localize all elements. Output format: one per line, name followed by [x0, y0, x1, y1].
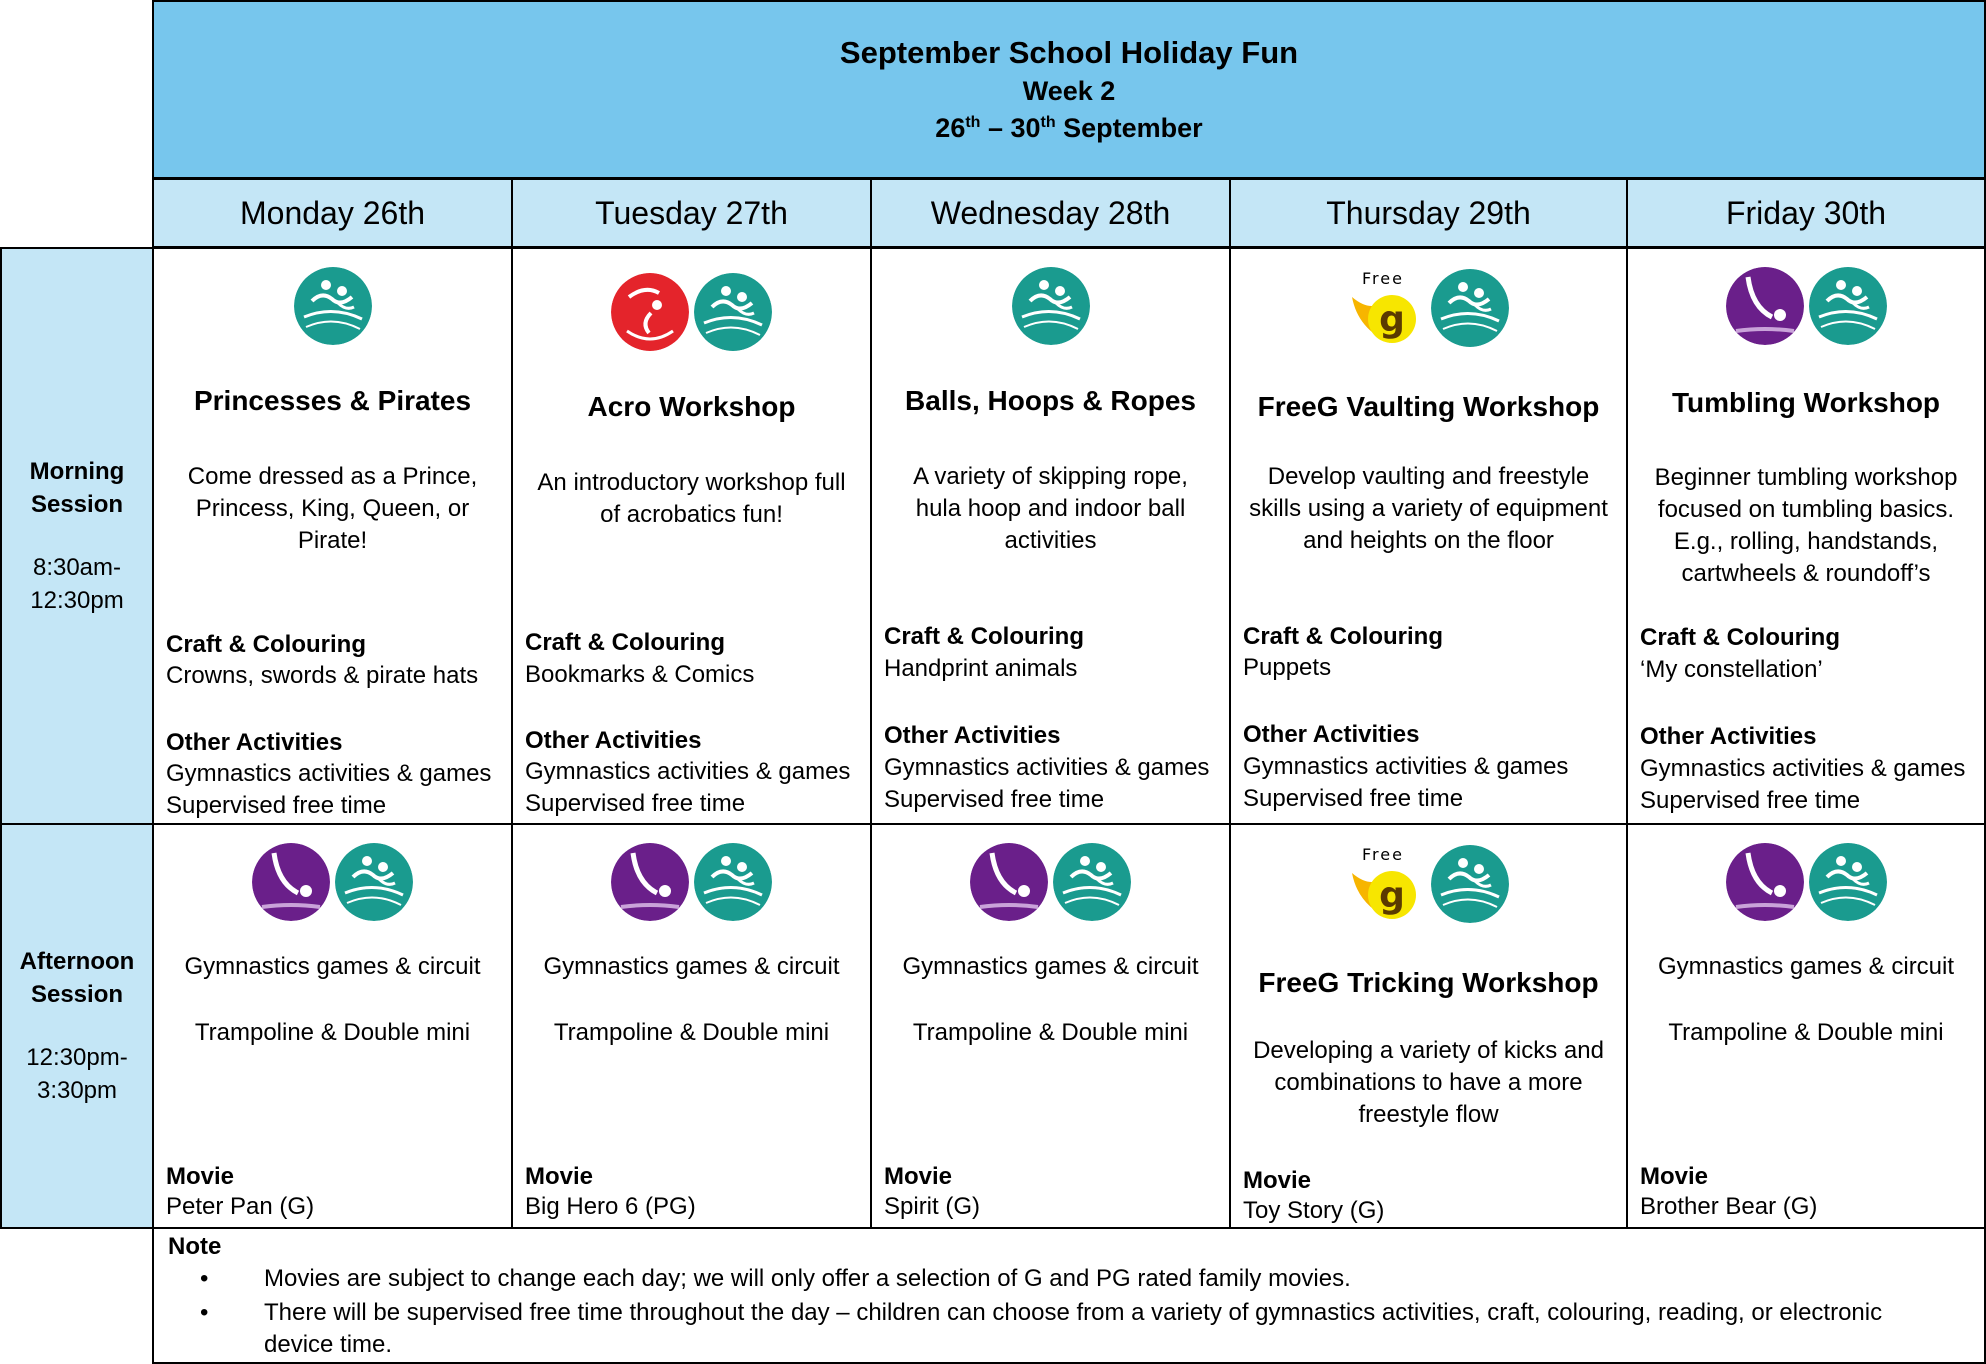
activity-line: Gymnastics games & circuit: [1657, 953, 1955, 980]
icon-group: [154, 267, 511, 345]
activity-description: A variety of skipping rope, hula hoop and indoor ball activities: [913, 463, 1188, 554]
page-title: September School Holiday Fun: [839, 35, 1299, 70]
afternoon-cell-tuesday: [511, 823, 872, 1229]
day-header-thursday: Thursday 29th: [1229, 178, 1628, 248]
morning-cell-friday: [1626, 247, 1986, 825]
other-activities-value: Gymnastics activities & games Supervised free time: [884, 754, 1210, 813]
other-activities-value: Gymnastics activities & games Supervised free time: [1640, 755, 1966, 814]
activity-description: Beginner tumbling workshop focused on tumbling basics. E.g., rolling, handstands, cartwheels & roundoff’s: [1654, 464, 1958, 587]
icon-group: [513, 843, 870, 921]
movie-value: Toy Story (G): [1243, 1197, 1385, 1224]
craft-label: Craft & Colouring: [166, 631, 366, 658]
other-activities-value: Gymnastics activities & games Supervised free time: [166, 760, 492, 819]
afternoon-cell-wednesday: [870, 823, 1231, 1229]
general-gymnastics-icon: [294, 267, 372, 345]
morning-session-label: Morning Session 8:30am- 12:30pm: [0, 247, 154, 825]
activity-description: An introductory workshop full of acrobatics fun!: [537, 469, 846, 528]
day-header-monday: Monday 26th: [152, 178, 513, 248]
general-gymnastics-icon: [1809, 267, 1887, 345]
icon-group: [513, 273, 870, 351]
other-activities-label: Other Activities: [166, 729, 343, 756]
activity-line: Gymnastics games & circuit: [543, 953, 840, 980]
movie-value: Spirit (G): [884, 1193, 980, 1220]
afternoon-cell-friday: [1626, 823, 1986, 1229]
movie-label: Movie: [525, 1163, 594, 1190]
day-header-tuesday: Tuesday 27th: [511, 178, 872, 248]
craft-label: Craft & Colouring: [1640, 624, 1840, 651]
trampoline-icon: [252, 843, 330, 921]
other-activities-label: Other Activities: [884, 722, 1061, 749]
afternoon-cell-monday: [152, 823, 513, 1229]
icon-group: [154, 843, 511, 921]
morning-cell-wednesday: [870, 247, 1231, 825]
activity-line: Gymnastics games & circuit: [184, 953, 481, 980]
movie-value: Brother Bear (G): [1640, 1193, 1818, 1220]
icon-group: [1628, 267, 1984, 345]
trampoline-icon: [1726, 843, 1804, 921]
note-item: • There will be supervised free time throughout the day – children can choose from a variety of gymnastics activities, craft, colouring, reading, or electronic device time.: [264, 1297, 1944, 1361]
svg-text:g: g: [1379, 299, 1405, 340]
activity-title: FreeG Vaulting Workshop: [1257, 391, 1600, 422]
date-range: 26th – 30th September: [935, 113, 1203, 143]
activity-title: Acro Workshop: [587, 391, 796, 422]
other-activities-value: Gymnastics activities & games Supervised free time: [1243, 753, 1569, 812]
craft-label: Craft & Colouring: [525, 629, 725, 656]
trampoline-icon: [1726, 267, 1804, 345]
other-activities-label: Other Activities: [525, 727, 702, 754]
general-gymnastics-icon: [1809, 843, 1887, 921]
craft-value: Handprint animals: [884, 655, 1078, 682]
general-gymnastics-icon: [694, 273, 772, 351]
icon-group: [1628, 843, 1984, 921]
note-list: [154, 1263, 1944, 1363]
note-heading: Note: [168, 1233, 222, 1260]
craft-label: Craft & Colouring: [1243, 623, 1443, 650]
icon-group: [1231, 269, 1626, 347]
movie-value: Peter Pan (G): [166, 1193, 315, 1220]
general-gymnastics-icon: [1431, 269, 1509, 347]
activity-title: Tumbling Workshop: [1671, 387, 1941, 418]
afternoon-session-label: Afternoon Session 12:30pm- 3:30pm: [0, 823, 154, 1229]
morning-cell-monday: [152, 247, 513, 825]
movie-value: Big Hero 6 (PG): [525, 1193, 696, 1220]
movie-label: Movie: [884, 1163, 953, 1190]
freeg-icon: Free g: [1348, 845, 1426, 923]
general-gymnastics-icon: [1431, 845, 1509, 923]
other-activities-label: Other Activities: [1243, 721, 1420, 748]
craft-value: Puppets: [1243, 654, 1332, 681]
other-activities-value: Gymnastics activities & games Supervised free time: [525, 758, 851, 817]
general-gymnastics-icon: [1012, 267, 1090, 345]
day-header-friday: Friday 30th: [1626, 178, 1986, 248]
note-item: • Movies are subject to change each day; we will only offer a selection of G and PG rated family movies.: [264, 1263, 1944, 1295]
note-section: [152, 1227, 1986, 1364]
icon-group: [872, 267, 1229, 345]
craft-value: Crowns, swords & pirate hats: [166, 662, 479, 689]
craft-label: Craft & Colouring: [884, 623, 1084, 650]
activity-title: Princesses & Pirates: [193, 385, 472, 416]
morning-cell-tuesday: [511, 247, 872, 825]
trampoline-icon: [970, 843, 1048, 921]
icon-group: [1231, 845, 1626, 923]
afternoon-cell-thursday: [1229, 823, 1628, 1229]
activity-title: FreeG Tricking Workshop: [1258, 967, 1599, 998]
craft-value: ‘My constellation’: [1640, 656, 1823, 683]
activity-line: Trampoline & Double mini: [194, 1019, 471, 1046]
activity-description: Developing a variety of kicks and combinations to have a more freestyle flow: [1253, 1037, 1604, 1128]
morning-cell-thursday: [1229, 247, 1628, 825]
movie-label: Movie: [1243, 1167, 1312, 1194]
activity-description: Come dressed as a Prince, Princess, King, Queen, or Pirate!: [187, 463, 478, 554]
acrobatics-icon: [611, 273, 689, 351]
other-activities-label: Other Activities: [1640, 723, 1817, 750]
activity-line: Gymnastics games & circuit: [902, 953, 1199, 980]
timetable-header: [152, 0, 1986, 179]
freeg-icon: Free g: [1348, 269, 1426, 347]
general-gymnastics-icon: [1053, 843, 1131, 921]
movie-label: Movie: [166, 1163, 235, 1190]
svg-text:g: g: [1379, 875, 1405, 916]
week-label: Week 2: [1022, 76, 1116, 106]
trampoline-icon: [611, 843, 689, 921]
activity-description: Develop vaulting and freestyle skills using a variety of equipment and heights on the floor: [1249, 463, 1608, 554]
general-gymnastics-icon: [335, 843, 413, 921]
activity-title: Balls, Hoops & Ropes: [905, 385, 1196, 416]
activity-line: Trampoline & Double mini: [553, 1019, 830, 1046]
activity-line: Trampoline & Double mini: [1668, 1019, 1944, 1046]
movie-label: Movie: [1640, 1163, 1709, 1190]
activity-line: Trampoline & Double mini: [912, 1019, 1189, 1046]
general-gymnastics-icon: [694, 843, 772, 921]
icon-group: [872, 843, 1229, 921]
craft-value: Bookmarks & Comics: [525, 661, 755, 688]
day-header-wednesday: Wednesday 28th: [870, 178, 1231, 248]
